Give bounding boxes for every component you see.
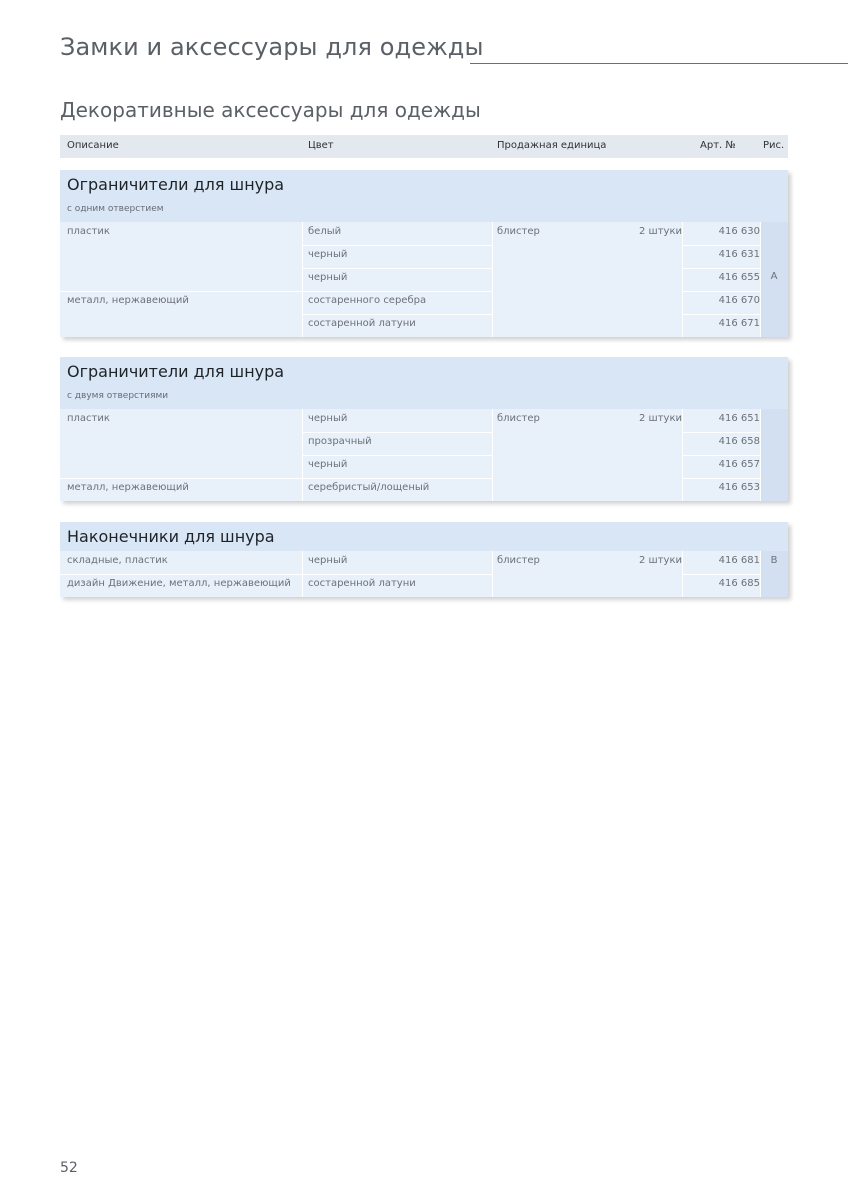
block-title: Наконечники для шнура — [67, 527, 275, 546]
table-row — [60, 268, 788, 291]
color-cell: состаренной латуни — [308, 578, 416, 589]
table-row — [60, 551, 788, 574]
block-header — [60, 357, 788, 409]
quantity-cell: 2 штуки — [639, 413, 682, 424]
column-header-article: Арт. № — [700, 140, 736, 151]
product-block-stoppers-two-holes — [60, 357, 788, 501]
page-title: Замки и аксессуары для одежды — [60, 33, 484, 61]
section-title: Декоративные аксессуары для одежды — [60, 98, 481, 122]
figure-letter: A — [770, 271, 778, 282]
page-number: 52 — [60, 1160, 78, 1176]
description-cell: металл, нержавеющий — [67, 482, 189, 493]
article-cell: 416 681 — [718, 555, 760, 566]
product-block-stoppers-one-hole — [60, 170, 788, 337]
product-block-cord-ends — [60, 522, 788, 597]
quantity-cell: 2 штуки — [639, 226, 682, 237]
table-row — [60, 291, 788, 314]
description-cell: пластик — [67, 413, 110, 424]
title-rule — [470, 63, 848, 64]
unit-cell: блистер — [497, 413, 540, 424]
article-cell: 416 671 — [718, 318, 760, 329]
color-cell: черный — [308, 459, 348, 470]
color-cell: черный — [308, 272, 348, 283]
column-header-color: Цвет — [308, 140, 334, 151]
unit-cell: блистер — [497, 226, 540, 237]
block-rows — [60, 551, 788, 597]
unit-cell: блистер — [497, 555, 540, 566]
color-cell: черный — [308, 555, 348, 566]
color-cell: черный — [308, 413, 348, 424]
column-header-row — [60, 135, 788, 158]
quantity-cell: 2 штуки — [639, 555, 682, 566]
description-cell: пластик — [67, 226, 110, 237]
table-row — [60, 245, 788, 268]
table-row — [60, 432, 788, 455]
block-subtitle: с одним отверстием — [67, 204, 164, 214]
color-cell: серебристый/лощеный — [308, 482, 430, 493]
column-header-description: Описание — [67, 140, 119, 151]
article-cell: 416 655 — [718, 272, 760, 283]
table-row — [60, 222, 788, 245]
color-cell: белый — [308, 226, 342, 237]
article-cell: 416 685 — [718, 578, 760, 589]
table-row — [60, 478, 788, 501]
block-rows — [60, 409, 788, 501]
table-row — [60, 455, 788, 478]
description-cell: металл, нержавеющий — [67, 295, 189, 306]
figure-letter: B — [770, 555, 778, 566]
block-header — [60, 170, 788, 222]
block-rows — [60, 222, 788, 337]
description-cell: дизайн Движение, металл, нержавеющий — [67, 578, 291, 589]
article-cell: 416 657 — [718, 459, 760, 470]
color-cell: черный — [308, 249, 348, 260]
color-cell: прозрачный — [308, 436, 372, 447]
block-title: Ограничители для шнура — [67, 175, 285, 194]
column-header-figure: Рис. — [763, 140, 785, 151]
article-cell: 416 630 — [718, 226, 760, 237]
table-row — [60, 574, 788, 597]
block-subtitle: с двумя отверстиями — [67, 391, 169, 401]
table-row — [60, 314, 788, 337]
article-cell: 416 653 — [718, 482, 760, 493]
article-cell: 416 631 — [718, 249, 760, 260]
description-cell: складные, пластик — [67, 555, 168, 566]
article-cell: 416 670 — [718, 295, 760, 306]
block-title: Ограничители для шнура — [67, 362, 285, 381]
article-cell: 416 651 — [718, 413, 760, 424]
block-header — [60, 522, 788, 551]
column-header-unit: Продажная единица — [497, 140, 607, 151]
article-cell: 416 658 — [718, 436, 760, 447]
color-cell: состаренного серебра — [308, 295, 427, 306]
color-cell: состаренной латуни — [308, 318, 416, 329]
table-row — [60, 409, 788, 432]
